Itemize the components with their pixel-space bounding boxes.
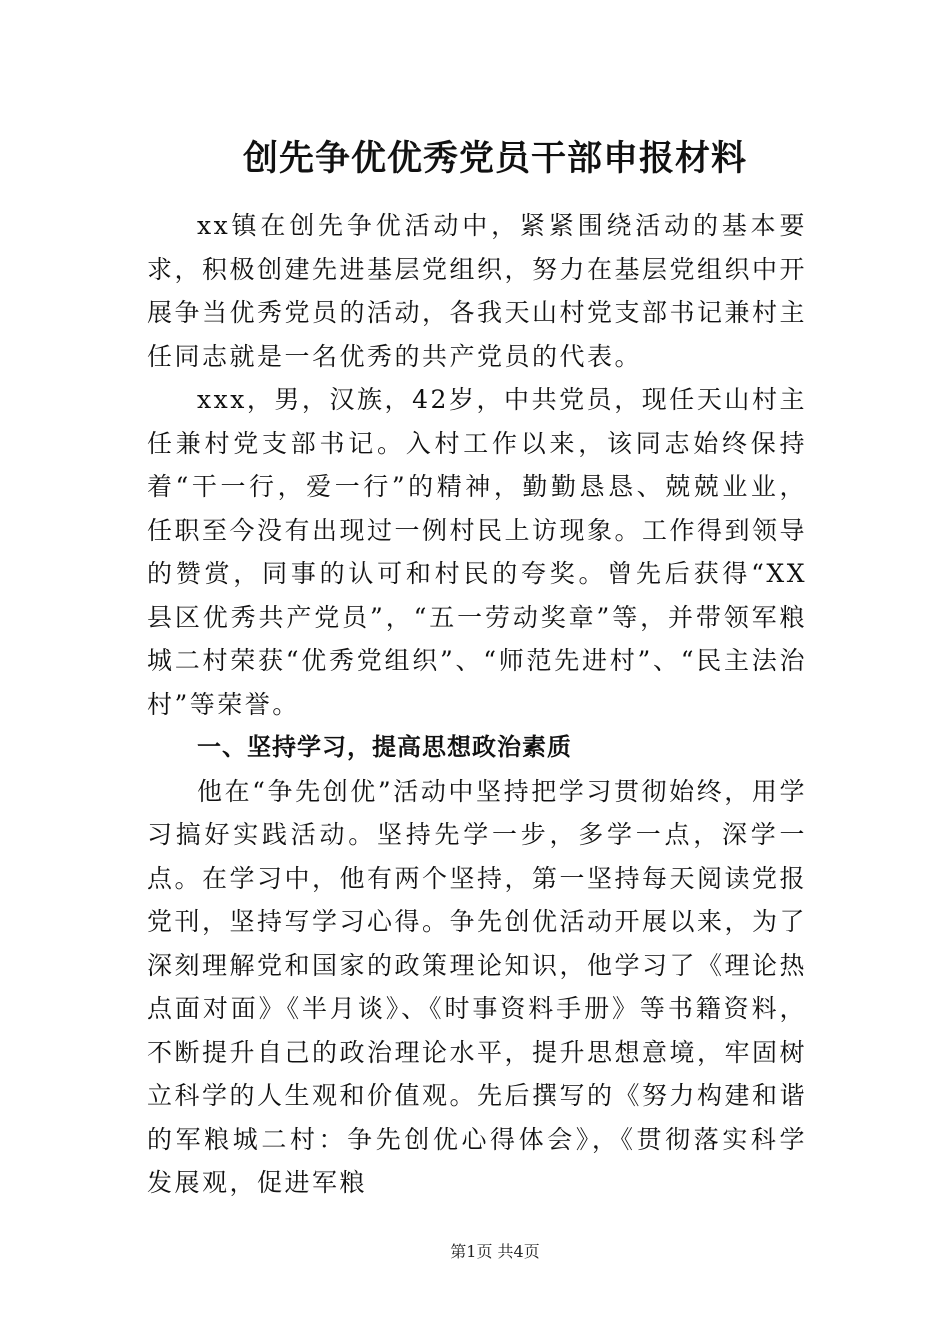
document-title: 创先争优优秀党员干部申报材料 <box>242 138 747 179</box>
document-body <box>147 204 807 1205</box>
section-heading: 一、坚持学习，提高思想政治素质 <box>197 733 572 761</box>
intro-paragraph: xx镇在创先争优活动中，紧紧围绕活动的基本要求，积极创建先进基层党组织，努力在基层党组织中开展争当优秀党员的活动，各我天山村党支部书记兼村主任同志就是一名优秀的共产党员的代表。 <box>147 211 808 371</box>
section-paragraph: 他在“争先创优”活动中坚持把学习贯彻始终，用学习搞好实践活动。坚持先学一步，多学一点，深学一点。在学习中，他有两个坚持，第一坚持每天阅读党报党刊，坚持写学习心得。争先创优活动开展以来，为了深刻理解党和国家的政策理论知识，他学习了《理论热点面对面》《半月谈》、《时事资料手册》等书籍资料，不断提升自己的政治理论水平，提升思想意境，牢固树立科学的人生观和价值观。先后撰写的《努力构建和谐的军粮城二村：争先创优心得体会》，《贯彻落实科学发展观，促进军粮 <box>147 776 808 1197</box>
profile-paragraph: xxx，男，汉族，42岁，中共党员，现任天山村主任兼村党支部书记。入村工作以来，该同志始终保持着“干一行，爱一行”的精神，勤勤恳恳、兢兢业业，任职至今没有出现过一例村民上访现象。工作得到领导的赞赏，同事的认可和村民的夸奖。曾先后获得“XX县区优秀共产党员”，“五一劳动奖章”等，并带领军粮城二村荣获“优秀党组织”、“师范先进村”、“民主法治村”等荣誉。 <box>147 385 808 719</box>
page-footer: 第1页 共4页 <box>450 1242 540 1261</box>
